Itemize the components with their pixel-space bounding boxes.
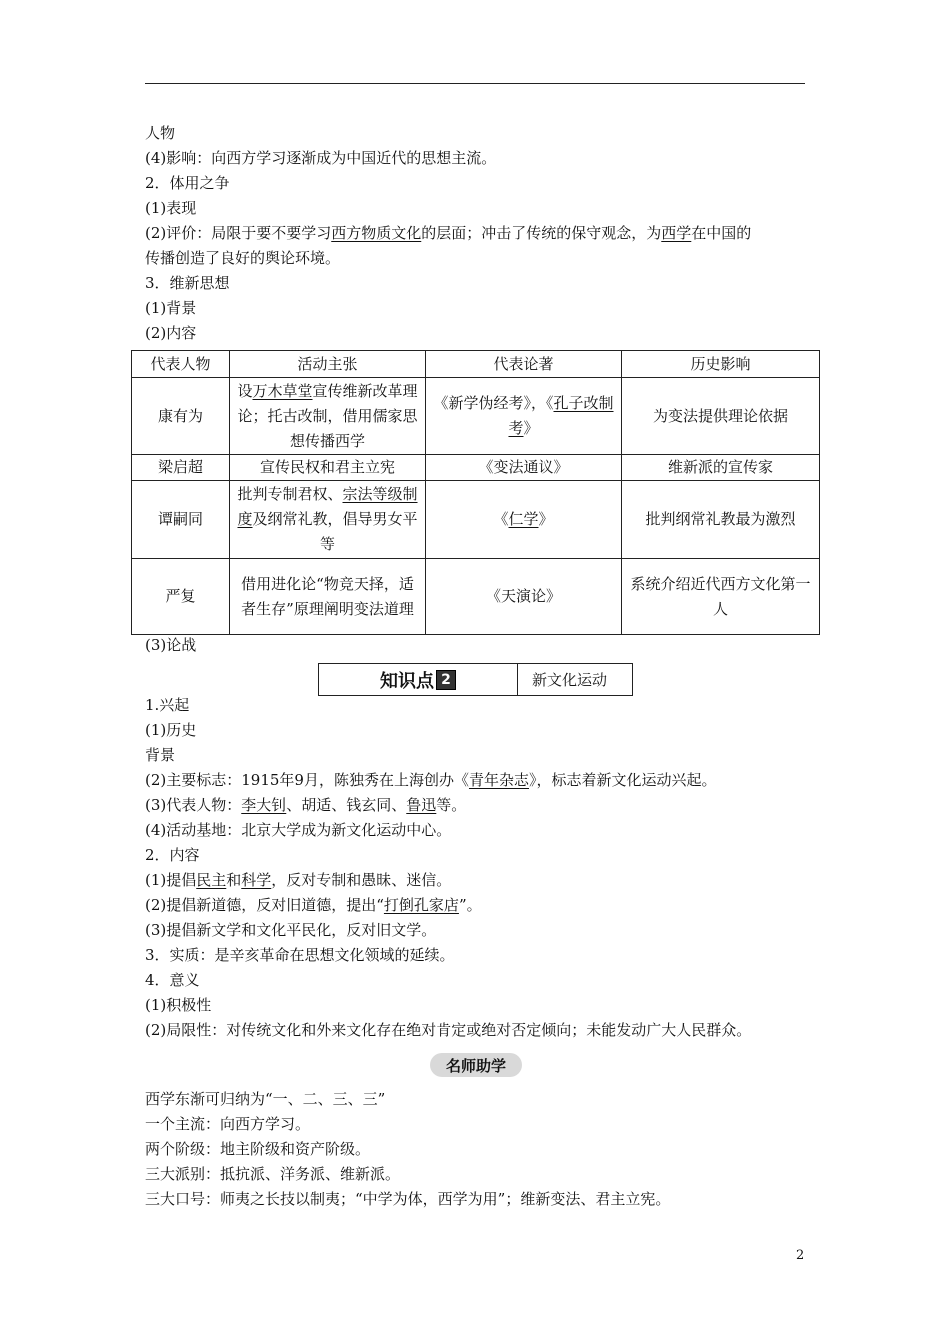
text-run: 宣传维新改革理论；托古改制，借用儒家思想传播西学 <box>237 381 418 450</box>
table-cell <box>230 455 426 481</box>
text-run: (1)历史 <box>145 721 197 739</box>
text-run: 宣传民权和君主立宪 <box>259 458 395 476</box>
table-cell <box>426 481 622 559</box>
text-run: 一个主流：向西方学习。 <box>145 1115 311 1133</box>
text-line <box>145 1189 670 1209</box>
text-run: 两个阶级：地主阶级和资产阶级。 <box>145 1140 371 1158</box>
text-line <box>145 770 717 790</box>
text-line <box>145 945 455 965</box>
text-run: 系统介绍近代西方文化第一人 <box>630 574 811 618</box>
text-line <box>145 123 175 143</box>
table-header: 历史影响 <box>622 351 820 378</box>
table-cell <box>230 481 426 559</box>
text-run: 康有为 <box>157 406 203 425</box>
table-header: 活动主张 <box>230 351 426 378</box>
text-run: 2．内容 <box>145 846 200 864</box>
underlined-term: 宗法等级制度 <box>237 485 418 528</box>
text-run: (2)局限性：对传统文化和外来文化存在绝对肯定或绝对否定倾向；未能发动广大人民群众。 <box>145 1021 752 1039</box>
text-run: 、胡适、钱玄同、 <box>286 796 407 814</box>
text-line <box>145 198 196 218</box>
underlined-term: 青年杂志 <box>468 771 529 789</box>
knowledge-point-banner <box>318 663 633 696</box>
text-run: 传播创造了良好的舆论环境。 <box>145 249 341 267</box>
text-run: 和 <box>226 871 242 889</box>
table-row <box>132 559 820 635</box>
text-run: 在中国的 <box>691 224 752 242</box>
lunzhan-line: (3)论战 <box>145 636 197 654</box>
text-line <box>145 970 200 990</box>
text-line <box>145 1089 385 1109</box>
table-cell <box>426 559 622 635</box>
text-run: 批判纲常礼教最为激烈 <box>645 510 796 528</box>
text-line <box>145 1020 751 1040</box>
underlined-term: 民主 <box>196 871 227 889</box>
text-line <box>145 223 751 243</box>
text-run: 的层面；冲击了传统的保守观念，为 <box>421 224 662 242</box>
knowledge-point-number: 2 <box>436 670 456 690</box>
text-line <box>145 820 451 840</box>
table-cell <box>426 455 622 481</box>
underlined-term: 万木草堂 <box>252 381 313 400</box>
underlined-term: 西方物质文化 <box>331 224 422 242</box>
text-run: 》 <box>538 510 554 528</box>
text-run: (1)背景 <box>145 299 197 317</box>
text-run: 人物 <box>145 124 176 142</box>
text-run: (4)影响：向西方学习逐渐成为中国近代的思想主流。 <box>145 149 497 167</box>
text-run: 梁启超 <box>157 458 203 476</box>
text-run: 《天演论》 <box>485 587 561 605</box>
table-cell <box>230 378 426 455</box>
text-line <box>145 920 436 940</box>
text-line <box>145 148 496 168</box>
text-line <box>145 895 482 915</box>
table-cell <box>426 378 622 455</box>
text-run: 借用进化论“物竞天择，适者生存”原理阐明变法道理 <box>241 574 414 618</box>
text-run: 等。 <box>436 796 467 814</box>
text-run: (3)代表人物： <box>145 796 242 814</box>
text-run: 严复 <box>165 587 196 605</box>
text-line <box>145 795 466 815</box>
text-line <box>145 1114 310 1134</box>
text-run: 》 <box>523 419 539 437</box>
text-run: (1)表现 <box>145 199 197 217</box>
text-line <box>145 745 175 765</box>
text-run: 三大派别：抵抗派、洋务派、维新派。 <box>145 1165 401 1183</box>
text-run: 为变法提供理论依据 <box>652 406 788 425</box>
text-run: 及纲常礼教，倡导男女平等 <box>252 510 418 553</box>
text-line <box>145 1139 370 1159</box>
knowledge-point-label <box>319 664 518 695</box>
underlined-term: 李大钊 <box>241 796 287 814</box>
header-rule <box>145 83 805 84</box>
text-run: (1)积极性 <box>145 996 212 1014</box>
underlined-term: 科学 <box>241 871 272 889</box>
text-run: 1.兴起 <box>145 696 190 714</box>
text-run: (2)内容 <box>145 324 197 342</box>
text-run: 《 <box>493 510 509 528</box>
text-run: 批判专制君权、 <box>237 485 343 503</box>
knowledge-point-title: 新文化运动 <box>532 671 608 689</box>
text-line <box>145 695 189 715</box>
underlined-term: 仁学 <box>508 510 539 528</box>
text-line <box>145 248 340 268</box>
text-line <box>145 720 196 740</box>
text-run: 3．维新思想 <box>145 274 230 292</box>
text-line <box>145 845 200 865</box>
text-run: 《变法通议》 <box>478 458 569 476</box>
text-line <box>145 273 230 293</box>
underlined-term: 鲁迅 <box>406 796 437 814</box>
table-header: 代表人物 <box>132 351 230 378</box>
underlined-term: 西学 <box>661 224 692 242</box>
text-line <box>145 1164 400 1184</box>
table-cell <box>230 559 426 635</box>
page-number: 2 <box>796 1248 805 1263</box>
text-run: (2)主要标志：1915年9月，陈独秀在上海创办《 <box>145 771 469 789</box>
table-cell <box>622 455 820 481</box>
text-run: ，反对专制和愚昧、迷信。 <box>271 871 452 889</box>
mingshi-badge: 名师助学 <box>430 1053 522 1077</box>
text-run: 背景 <box>145 746 176 764</box>
table-row <box>132 455 820 481</box>
text-line <box>145 995 211 1015</box>
text-run: (4)活动基地：北京大学成为新文化运动中心。 <box>145 821 452 839</box>
table-cell <box>622 559 820 635</box>
table-row <box>132 378 820 455</box>
text-run: (2)提倡新道德，反对旧道德，提出“ <box>145 896 384 914</box>
text-run: 3．实质：是辛亥革命在思想文化领域的延续。 <box>145 946 455 964</box>
text-run: 三大口号：师夷之长技以制夷；“中学为体，西学为用”；维新变法、君主立宪。 <box>145 1190 671 1208</box>
text-line <box>145 298 196 318</box>
text-run: 设 <box>237 381 253 400</box>
text-run: 》，标志着新文化运动兴起。 <box>528 771 717 789</box>
table-row <box>132 481 820 559</box>
text-run: (1)提倡 <box>145 871 197 889</box>
text-run: ”。 <box>458 896 482 914</box>
table-cell <box>622 481 820 559</box>
text-run: 《新学伪经考》，《 <box>433 394 554 412</box>
text-run: 西学东渐可归纳为“一、二、三、三” <box>145 1090 386 1108</box>
table-header: 代表论著 <box>426 351 622 378</box>
text-run: (2)评价：局限于要不要学习 <box>145 224 332 242</box>
reformers-table <box>131 350 820 635</box>
knowledge-point-text: 知识点 <box>380 670 434 692</box>
table-cell <box>132 481 230 559</box>
text-run: 维新派的宣传家 <box>667 458 773 476</box>
text-run: 谭嗣同 <box>157 510 203 528</box>
table-cell <box>132 378 230 455</box>
table-cell <box>132 455 230 481</box>
text-run: 2．体用之争 <box>145 174 230 192</box>
text-line <box>145 323 196 343</box>
table-cell <box>132 559 230 635</box>
underlined-term: 打倒孔家店 <box>383 896 459 914</box>
text-line <box>145 870 451 890</box>
underlined-term: 孔子改制考 <box>508 394 614 437</box>
text-line <box>145 173 230 193</box>
table-cell <box>622 378 820 455</box>
text-run: (3)提倡新文学和文化平民化，反对旧文学。 <box>145 921 437 939</box>
text-run: 4．意义 <box>145 971 200 989</box>
